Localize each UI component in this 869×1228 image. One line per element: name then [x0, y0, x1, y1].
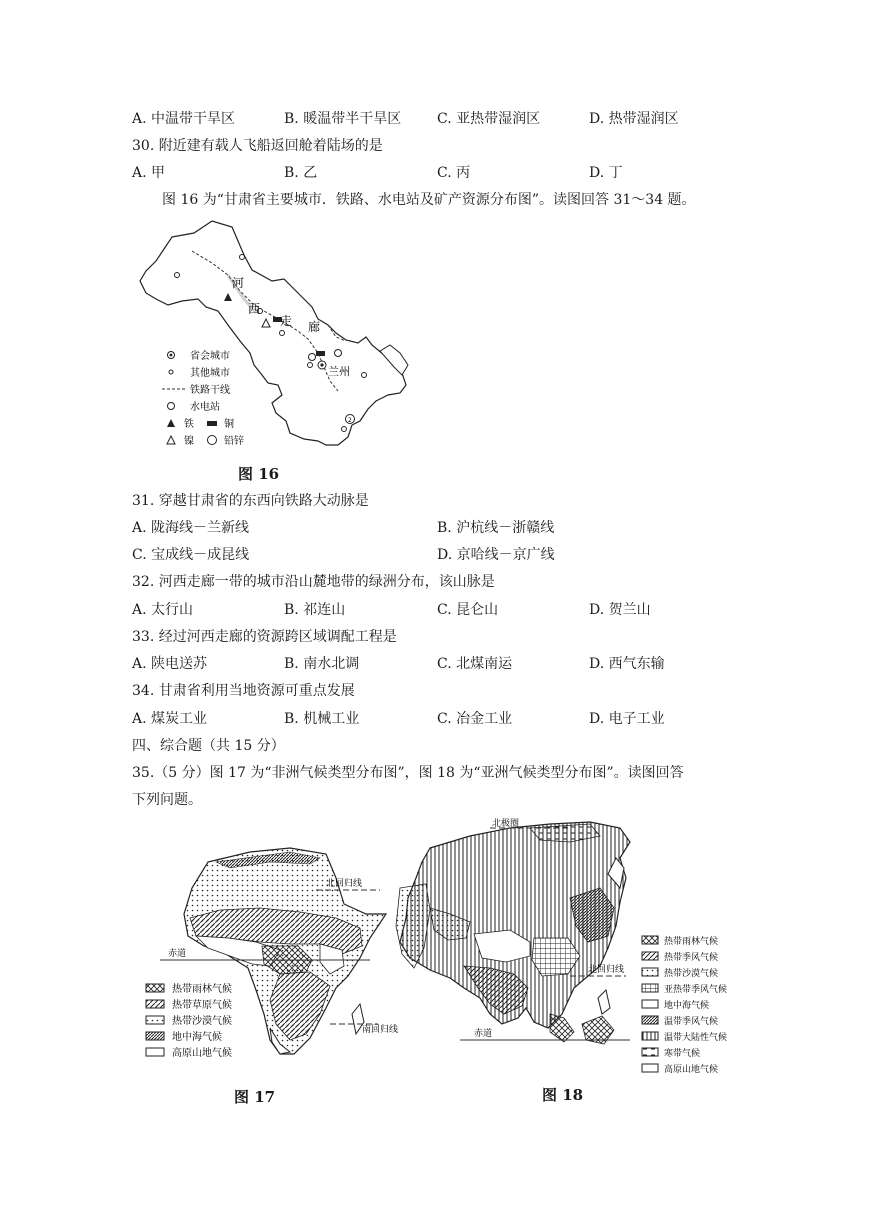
city-marker — [362, 373, 367, 378]
f17-legend-rainforest-swatch — [146, 984, 164, 992]
q35-stem-line2: 下列问题。 — [132, 792, 202, 808]
q31-stem: 31. 穿越甘肃省的东西向铁路大动脉是 — [132, 493, 369, 509]
legend-city: 其他城市 — [190, 368, 230, 379]
legend-iron-icon — [167, 419, 175, 427]
q33-option-c: C. 北煤南运 — [437, 656, 513, 672]
f18-legend-3: 亚热带季风气候 — [664, 985, 728, 995]
capital-marker-dot — [320, 363, 323, 366]
africa-north-tropic-label: 北回归线 — [326, 879, 363, 889]
figure16-caption: 图 16 — [238, 465, 280, 483]
f18-legend-2: 热带沙漠气候 — [664, 969, 719, 979]
legend-hydro: 水电站 — [190, 402, 220, 413]
q29-option-a: A. 中温带干旱区 — [132, 111, 236, 127]
philippines — [598, 990, 610, 1014]
legend-nickel-icon — [167, 436, 175, 444]
legend-leadzinc: 铅锌 — [224, 436, 244, 447]
legend-copper: 铜 — [224, 419, 234, 430]
q30-option-c: C. 丙 — [437, 165, 471, 181]
q33-option-b: B. 南水北调 — [284, 656, 360, 672]
f17-legend-rainforest: 热带雨林气候 — [172, 984, 232, 995]
city-marker — [280, 331, 285, 336]
hydro-station-marker — [335, 350, 342, 357]
f17-legend-mediterranean-swatch — [146, 1032, 164, 1040]
label-lanzhou: 兰州 — [328, 365, 350, 378]
f18-legend-7: 寒带气候 — [664, 1049, 701, 1059]
q29-option-c: C. 亚热带湿润区 — [437, 111, 541, 127]
q29-option-b: B. 暖温带半干旱区 — [284, 111, 402, 127]
q30-option-a: A. 甲 — [132, 165, 166, 181]
f17-legend-desert: 热带沙漠气候 — [172, 1016, 232, 1027]
asia-arctic-label: 北极圈 — [492, 819, 520, 829]
africa-equator-label: 赤道 — [168, 949, 187, 959]
f18-legend-8: 高原山地气候 — [664, 1065, 719, 1075]
q34-option-b: B. 机械工业 — [284, 711, 360, 727]
legend-city-icon — [169, 370, 173, 374]
q33-stem: 33. 经过河西走廊的资源跨区域调配工程是 — [132, 629, 397, 645]
label-lang: 廊 — [308, 320, 321, 334]
f17-legend-highland: 高原山地气候 — [172, 1048, 232, 1059]
q32-stem: 32. 河西走廊一带的城市沿山麓地带的绿洲分布，该山脉是 — [132, 574, 495, 590]
legend-leadzinc-icon — [208, 436, 217, 445]
q33-option-d: D. 西气东输 — [589, 656, 665, 672]
q30-option-b: B. 乙 — [284, 165, 318, 181]
hydro-station-marker — [309, 354, 316, 361]
climate-maps-figure — [130, 818, 752, 1106]
f18-legend-5: 温带季风气候 — [664, 1017, 719, 1027]
q32-option-c: C. 昆仑山 — [437, 602, 499, 618]
city-marker — [175, 273, 180, 278]
f18-legend-6: 温带大陆性气候 — [664, 1033, 728, 1043]
section-four-heading: 四、综合题（共 15 分） — [132, 738, 285, 754]
f17-legend-highland-swatch — [146, 1048, 164, 1056]
q30-stem: 30. 附近建有载人飞船返回舱着陆场的是 — [132, 138, 383, 154]
fig18-legend — [642, 935, 727, 1075]
copper-marker — [316, 351, 325, 356]
q31-option-a: A. 陇海线－兰新线 — [132, 520, 250, 536]
q31-option-c: C. 宝成线－成昆线 — [132, 547, 250, 563]
gansu-map-svg — [132, 215, 422, 485]
city-marker — [308, 363, 313, 368]
figure18-caption: 图 18 — [542, 1086, 584, 1104]
label-he: 河 — [232, 276, 245, 290]
climate-maps-svg — [130, 818, 752, 1106]
asia-rainforest-1 — [550, 1014, 574, 1042]
figure16-intro: 图 16 为“甘肃省主要城市．铁路、水电站及矿产资源分布图”。读图回答 31～34 题。 — [162, 192, 696, 208]
figure17-caption: 图 17 — [234, 1088, 276, 1106]
q34-option-c: C. 冶金工业 — [437, 711, 513, 727]
q32-option-a: A. 太行山 — [132, 602, 194, 618]
q31-option-d: D. 京哈线－京广线 — [437, 547, 555, 563]
q33-option-a: A. 陕电送苏 — [132, 656, 208, 672]
f18-legend-0: 热带雨林气候 — [664, 937, 719, 947]
q32-option-d: D. 贺兰山 — [589, 602, 651, 618]
f17-legend-savanna-swatch — [146, 1000, 164, 1008]
legend-iron: 铁 — [184, 419, 194, 430]
asia-equator-label: 赤道 — [474, 1029, 493, 1039]
f17-legend-savanna: 热带草原气候 — [172, 1000, 232, 1011]
q30-option-d: D. 丁 — [589, 165, 623, 181]
q32-option-b: B. 祁连山 — [284, 602, 346, 618]
q35-stem-line1: 35.（5 分）图 17 为“非洲气候类型分布图”，图 18 为“亚洲气候类型分布图”。读图回答 — [132, 765, 684, 781]
f18-legend-1: 热带季风气候 — [664, 953, 719, 963]
q34-stem: 34. 甘肃省利用当地资源可重点发展 — [132, 683, 355, 699]
q34-option-d: D. 电子工业 — [589, 711, 665, 727]
f17-legend-mediterranean: 地中海气候 — [172, 1032, 222, 1043]
label-xi: 西 — [248, 302, 261, 316]
asia-north-tropic-label: 北回归线 — [588, 965, 625, 975]
africa-south-tropic-label: 南回归线 — [362, 1025, 399, 1035]
svg-text:2: 2 — [348, 417, 352, 424]
gansu-outline — [140, 221, 406, 445]
q29-option-d: D. 热带湿润区 — [589, 111, 679, 127]
q31-option-b: B. 沪杭线－浙赣线 — [437, 520, 555, 536]
city-marker — [342, 427, 347, 432]
legend-railway: 铁路干线 — [190, 385, 230, 396]
gansu-map-figure — [132, 215, 422, 485]
q34-option-a: A. 煤炭工业 — [132, 711, 208, 727]
legend-capital: 省会城市 — [190, 351, 230, 362]
legend-nickel: 镍 — [184, 436, 194, 447]
f17-legend-desert-swatch — [146, 1016, 164, 1024]
legend-hydro-icon — [168, 403, 175, 410]
f18-legend-4: 地中海气候 — [664, 1001, 710, 1011]
city-marker — [240, 255, 245, 260]
label-zou: 走 — [280, 314, 293, 328]
legend-copper-icon — [207, 421, 217, 426]
